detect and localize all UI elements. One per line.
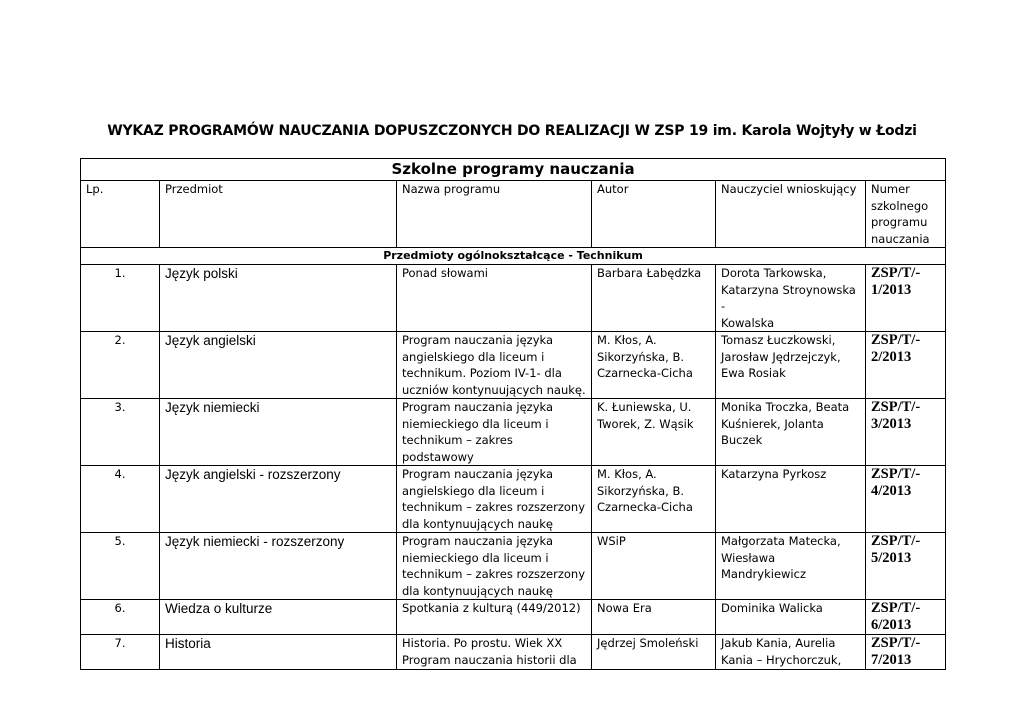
row-lp-cell: [81, 533, 160, 600]
row-author: M. Kłos, A. Sikorzyńska, B. Czarnecka-Cicha: [597, 467, 693, 514]
header-lp-label: Lp.: [86, 182, 104, 196]
table-row: [81, 332, 946, 399]
row-author-cell: [592, 600, 716, 635]
row-subject: Język niemiecki - rozszerzony: [165, 534, 345, 549]
row-author-cell: [592, 466, 716, 533]
row-program-number: ZSP/T/- 2/2013: [871, 332, 921, 365]
header-program-label: Nazwa programu: [402, 182, 501, 196]
row-lp-cell: [81, 399, 160, 466]
row-author-cell: [592, 399, 716, 466]
row-lp: 7.: [114, 636, 126, 650]
row-author: K. Łuniewska, U. Tworek, Z. Wąsik: [597, 400, 694, 431]
row-subject: Język niemiecki: [165, 400, 260, 415]
row-author-cell: [592, 332, 716, 399]
row-teacher-cell: [716, 399, 866, 466]
row-teacher: Tomasz Łuczkowski, Jarosław Jędrzejczyk, Ewa Rosiak: [721, 333, 841, 380]
row-subject-cell: [160, 635, 397, 670]
row-subject: Język angielski: [165, 333, 256, 348]
row-program: Ponad słowami: [402, 266, 488, 280]
row-lp-cell: [81, 332, 160, 399]
row-subject: Język polski: [165, 266, 238, 281]
row-program: Program nauczania języka angielskiego dla liceum i technikum – zakres rozszerzony dla kontynuujących naukę: [402, 467, 586, 531]
row-program: Spotkania z kulturą (449/2012): [402, 601, 581, 615]
table-row: [81, 399, 946, 466]
row-teacher: Katarzyna Pyrkosz: [721, 467, 827, 481]
row-teacher: Monika Troczka, Beata Kuśnierek, Jolanta Buczek: [721, 400, 850, 447]
header-lp: [81, 181, 160, 248]
row-author: Barbara Łabędzka: [597, 266, 702, 280]
row-program-number: ZSP/T/- 6/2013: [871, 600, 921, 633]
row-subject: Język angielski - rozszerzony: [165, 467, 341, 482]
row-teacher: Dominika Walicka: [721, 601, 823, 615]
row-teacher-cell: [716, 466, 866, 533]
header-number: [866, 181, 946, 248]
row-program-number: ZSP/T/- 7/2013: [871, 635, 921, 668]
table-row: [81, 635, 946, 670]
row-program-cell: [397, 265, 592, 332]
header-program: [397, 181, 592, 248]
row-author: Jędrzej Smoleński: [597, 636, 699, 650]
header-row: [81, 181, 946, 248]
row-subject: Wiedza o kulturze: [165, 601, 273, 616]
row-teacher: Małgorzata Matecka, Wiesława Mandrykiewicz: [721, 534, 841, 581]
row-teacher-cell: [716, 265, 866, 332]
table-row: [81, 533, 946, 600]
row-lp: 4.: [114, 467, 126, 481]
row-program-number: ZSP/T/- 4/2013: [871, 466, 921, 499]
row-program: Program nauczania języka angielskiego dla liceum i technikum. Poziom IV-1- dla uczniów kontynuujących naukę.: [402, 333, 586, 397]
row-program-cell: [397, 466, 592, 533]
row-author: M. Kłos, A. Sikorzyńska, B. Czarnecka-Cicha: [597, 333, 693, 380]
section-title: Szkolne programy nauczania: [81, 159, 946, 181]
row-program-cell: [397, 332, 592, 399]
row-program-cell: [397, 399, 592, 466]
row-program-number: ZSP/T/- 3/2013: [871, 399, 921, 432]
row-program: Program nauczania języka niemieckiego dla liceum i technikum – zakres podstawowy: [402, 400, 554, 464]
row-subject-cell: [160, 600, 397, 635]
row-program: Historia. Po prostu. Wiek XX Program nauczania historii dla: [402, 636, 577, 667]
row-subject-cell: [160, 332, 397, 399]
header-author: [592, 181, 716, 248]
row-subject: Historia: [165, 636, 211, 651]
row-program-cell: [397, 635, 592, 670]
row-program-number-cell: [866, 600, 946, 635]
row-subject-cell: [160, 466, 397, 533]
table-row: [81, 600, 946, 635]
row-teacher: Dorota Tarkowska, Katarzyna Stroynowska - Kowalska: [721, 266, 856, 330]
section-title-row: [81, 159, 946, 181]
row-lp: 6.: [114, 601, 126, 615]
row-lp-cell: [81, 635, 160, 670]
row-author-cell: [592, 533, 716, 600]
row-lp: 5.: [114, 534, 126, 548]
row-program-number-cell: [866, 466, 946, 533]
row-lp: 2.: [114, 333, 126, 347]
row-subject-cell: [160, 399, 397, 466]
header-subject: [160, 181, 397, 248]
row-program: Program nauczania języka niemieckiego dla liceum i technikum – zakres rozszerzony dla kontynuujących naukę: [402, 534, 586, 598]
row-teacher-cell: [716, 332, 866, 399]
header-subject-label: Przedmiot: [165, 182, 223, 196]
header-author-label: Autor: [597, 182, 629, 196]
row-program-number-cell: [866, 265, 946, 332]
row-lp-cell: [81, 265, 160, 332]
programs-table: [80, 158, 946, 670]
header-number-label: Numer szkolnego programu nauczania: [871, 182, 930, 246]
header-teacher: [716, 181, 866, 248]
row-program-number-cell: [866, 635, 946, 670]
row-author: WSiP: [597, 534, 626, 548]
row-subject-cell: [160, 265, 397, 332]
row-lp: 1.: [114, 266, 126, 280]
row-author-cell: [592, 635, 716, 670]
row-program-number-cell: [866, 533, 946, 600]
row-author-cell: [592, 265, 716, 332]
subsection-title: Przedmioty ogólnokształcące - Technikum: [81, 248, 946, 265]
table-row: [81, 265, 946, 332]
row-program-number: ZSP/T/- 5/2013: [871, 533, 921, 566]
row-program-cell: [397, 533, 592, 600]
row-teacher-cell: [716, 635, 866, 670]
row-teacher-cell: [716, 600, 866, 635]
row-program-number-cell: [866, 332, 946, 399]
row-teacher: Jakub Kania, Aurelia Kania – Hrychorczuk,: [721, 636, 842, 667]
table-row: [81, 466, 946, 533]
row-program-number-cell: [866, 399, 946, 466]
row-lp-cell: [81, 600, 160, 635]
subsection-row: [81, 248, 946, 265]
row-program-number: ZSP/T/- 1/2013: [871, 265, 921, 298]
row-lp: 3.: [114, 400, 126, 414]
header-teacher-label: Nauczyciel wnioskujący: [721, 182, 857, 196]
row-teacher-cell: [716, 533, 866, 600]
row-subject-cell: [160, 533, 397, 600]
row-author: Nowa Era: [597, 601, 652, 615]
document-title: WYKAZ PROGRAMÓW NAUCZANIA DOPUSZCZONYCH DO REALIZACJI W ZSP 19 im. Karola Wojtyły w Łodzi: [107, 123, 917, 139]
row-lp-cell: [81, 466, 160, 533]
row-program-cell: [397, 600, 592, 635]
